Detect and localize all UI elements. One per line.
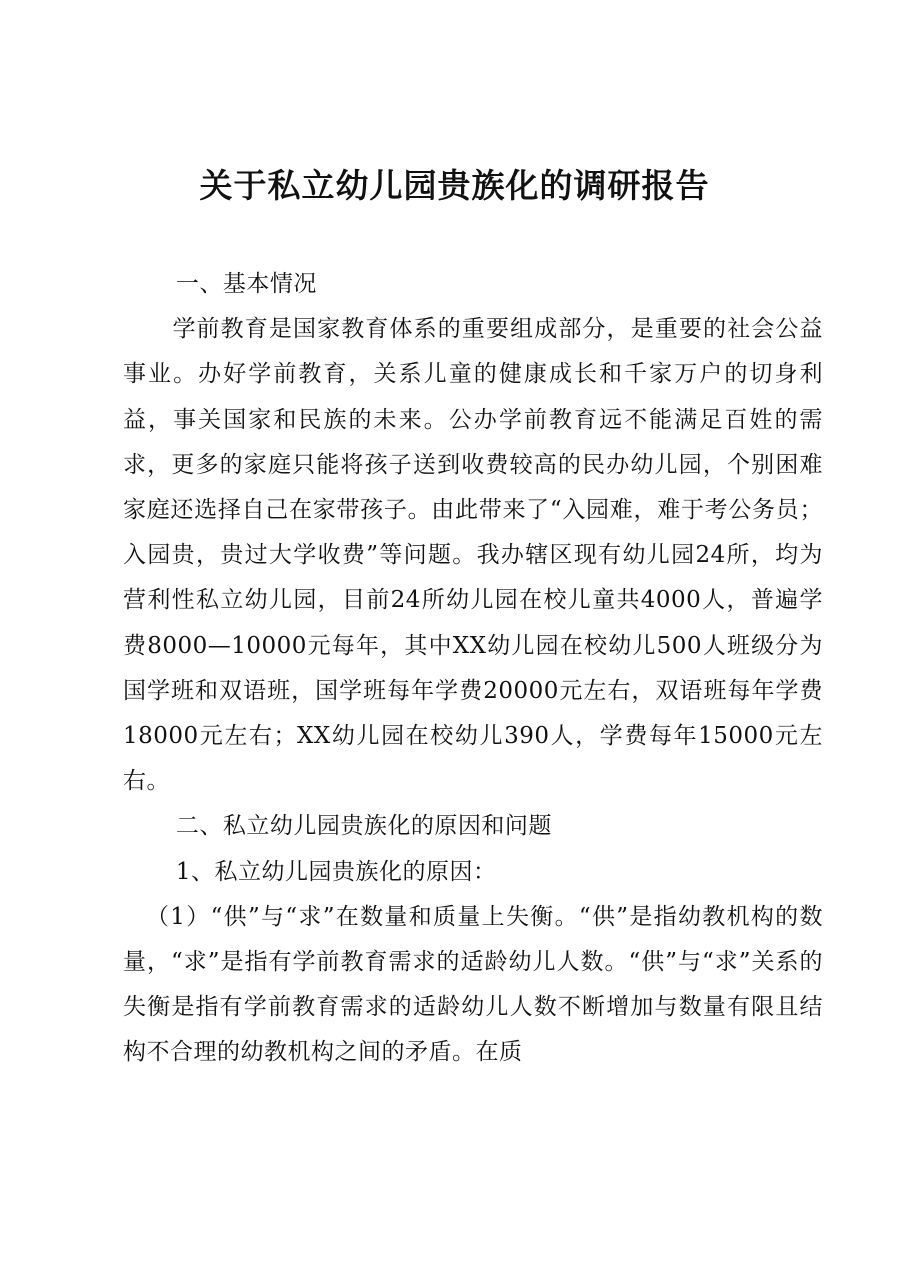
document-body bbox=[123, 262, 823, 1076]
section-heading-basic-situation: 一、基本情况 bbox=[175, 271, 317, 297]
document-title: 关于私立幼儿园贵族化的调研报告 bbox=[199, 166, 710, 205]
subsection-heading-causes: 1、私立幼儿园贵族化的原因： bbox=[175, 858, 497, 885]
paragraph-supply-demand: （1）“供”与“求”在数量和质量上失衡。“供”是指幼教机构的数量，“求”是指有学前教育需求的适龄幼儿人数。“供”与“求”关系的失衡是指有学前教育需求的适龄幼儿人数不断增加与数量有限且结构不合理的幼教机构之间的矛盾。在质 bbox=[123, 903, 823, 1066]
section-heading-causes-problems: 二、私立幼儿园贵族化的原因和问题 bbox=[175, 813, 552, 840]
paragraph-basic-situation: 学前教育是国家教育体系的重要组成部分，是重要的社会公益事业。办好学前教育，关系儿童的健康成长和千家万户的切身利益，事关国家和民族的未来。公办学前教育远不能满足百姓的需求，更多的家庭只能将孩子送到收费较高的民办幼儿园，个别困难家庭还选择自己在家带孩子。由此带来了“入园难，难于考公务员；入园贵，贵过大学收费”等问题。我办辖区现有幼儿园24所，均为营利性私立幼儿园，目前24所幼儿园在校儿童共4000人，普遍学费8000—10000元每年，其中XX幼儿园在校幼儿500人班级分为国学班和双语班，国学班每年学费20000元左右，双语班每年学费18000元左右；XX幼儿园在校幼儿390人，学费每年15000元左右。 bbox=[123, 316, 823, 795]
